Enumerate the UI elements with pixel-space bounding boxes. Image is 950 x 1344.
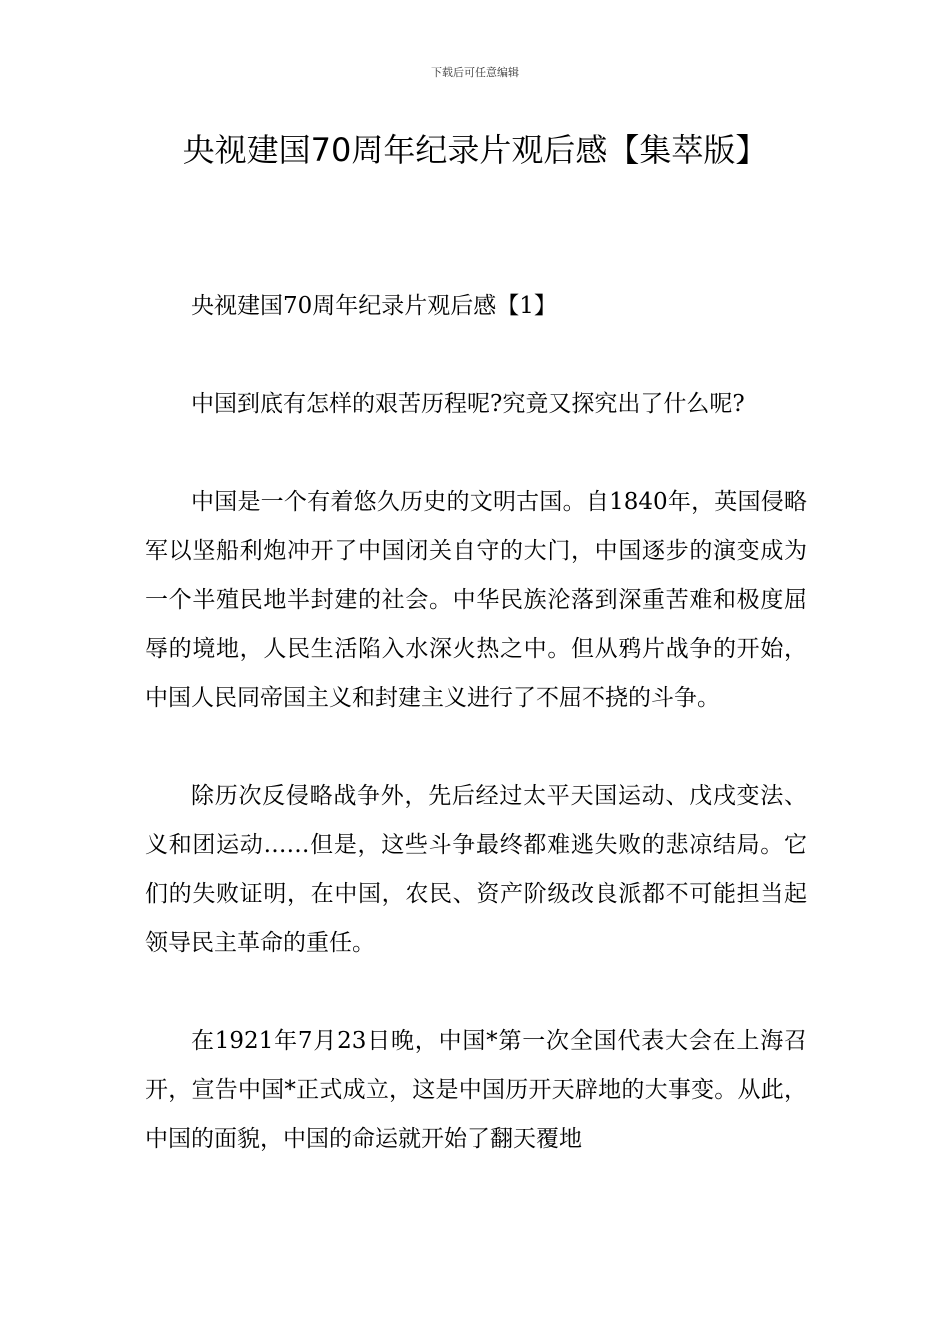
document-body [145, 282, 807, 1164]
body-paragraph: 中国是一个有着悠久历史的文明古国。自1840年，英国侵略军以坚船利炮冲开了中国闭关自守的大门，中国逐步的演变成为一个半殖民地半封建的社会。中华民族沦落到深重苦难和极度屈辱的境地，人民生活陷入水深火热之中。但从鸦片战争的开始，中国人民同帝国主义和封建主义进行了不屈不挠的斗争。 [145, 489, 807, 711]
subtitle-paragraph: 央视建国70周年纪录片观后感【1】 [191, 293, 557, 319]
header-note: 下载后可任意编辑 [431, 66, 519, 79]
body-paragraph: 中国到底有怎样的艰苦历程呢?究竟又探究出了什么呢? [191, 391, 745, 417]
body-paragraph: 在1921年7月23日晚，中国*第一次全国代表大会在上海召开，宣告中国*正式成立，这是中国历开天辟地的大事变。从此，中国的面貌，中国的命运就开始了翻天覆地 [145, 1028, 807, 1152]
body-paragraph: 除历次反侵略战争外，先后经过太平天国运动、戊戌变法、义和团运动……但是，这些斗争最终都难逃失败的悲凉结局。它们的失败证明，在中国，农民、资产阶级改良派都不可能担当起领导民主革命的重任。 [145, 783, 807, 956]
document-title: 央视建国70周年纪录片观后感【集萃版】 [182, 131, 768, 169]
